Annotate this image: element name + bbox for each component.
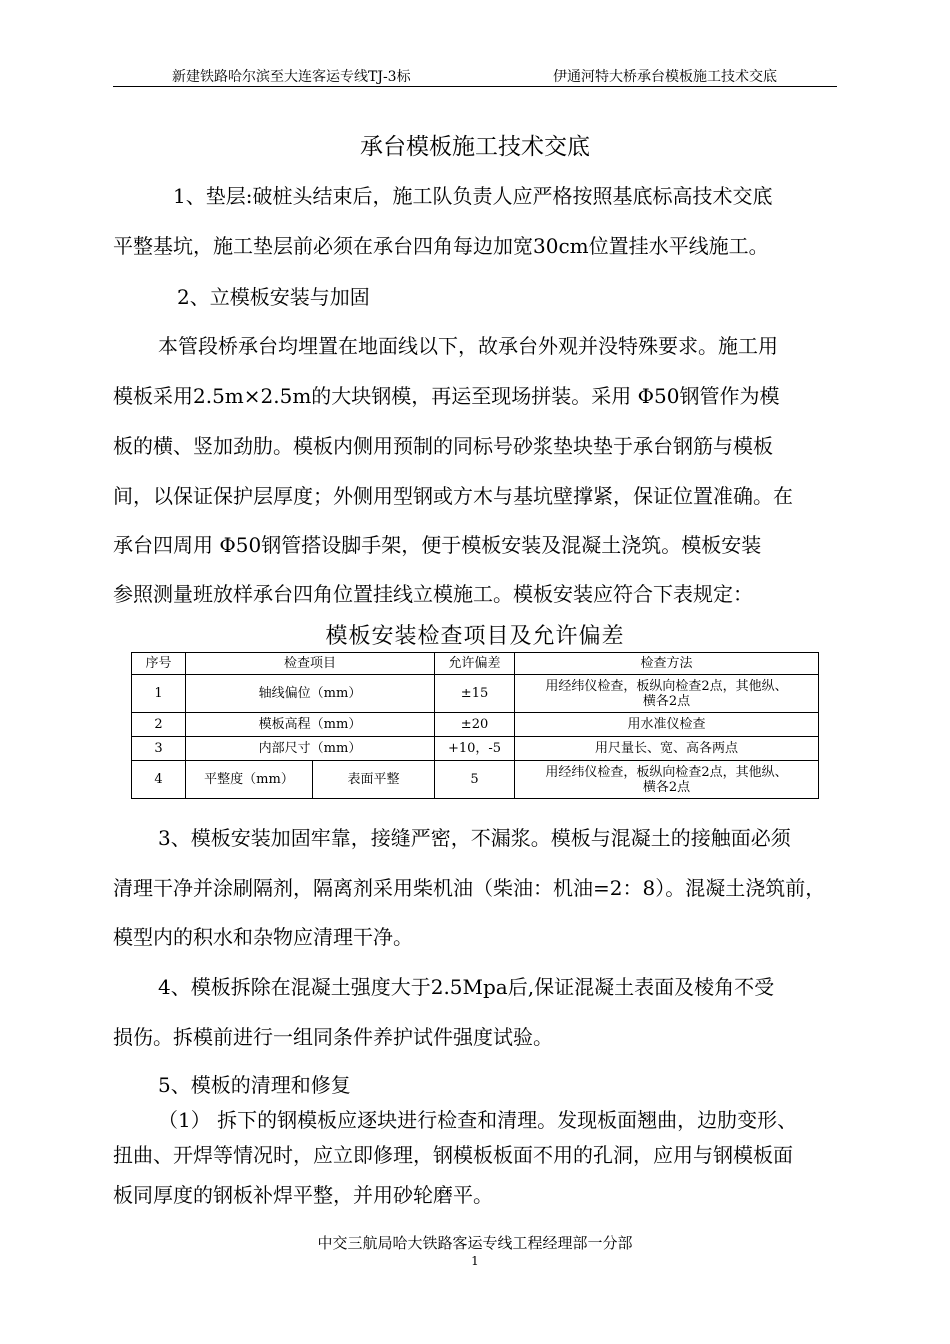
paragraph-line: 间，以保证保护层厚度；外侧用型钢或方木与基坑壁撑紧，保证位置准确。在 [113,484,793,508]
paragraph-line: 1、垫层:破桩头结束后，施工队负责人应严格按照基底标高技术交底 [173,184,773,208]
table-row [132,737,819,761]
table-cell [515,761,819,799]
table-cell [515,675,819,713]
page-number: 1 [471,1254,479,1268]
table-cell: 3 [132,737,186,761]
paragraph-line: 板同厚度的钢板补焊平整，并用砂轮磨平。 [113,1183,493,1207]
paragraph-line: 板的横、竖加劲肋。模板内侧用预制的同标号砂浆垫块垫于承台钢筋与模板 [113,434,773,458]
table-cell: ±15 [435,675,515,713]
footer-organization: 中交三航局哈大铁路客运专线工程经理部一分部 [317,1234,633,1252]
paragraph-line: 3、模板安装加固牢靠，接缝严密，不漏浆。模板与混凝土的接触面必须 [158,826,791,850]
table-row [132,761,819,799]
table-cell: ±20 [435,713,515,737]
table-header-cell: 检查方法 [515,653,819,675]
header-left: 新建铁路哈尔滨至大连客运专线TJ-3标 [172,69,411,85]
table-header-cell: 序号 [132,653,186,675]
table-cell: 平整度（mm） [186,761,313,799]
table-cell: 用水准仪检查 [515,713,819,737]
table-cell: 内部尺寸（mm） [186,737,435,761]
table-header-cell: 检查项目 [186,653,435,675]
paragraph-line: 模型内的积水和杂物应清理干净。 [113,925,413,949]
section-heading: 5、模板的清理和修复 [158,1073,351,1097]
paragraph-line: 承台四周用 Φ50钢管搭设脚手架，便于模板安装及混凝土浇筑。模板安装 [113,533,762,557]
header-divider [113,86,837,87]
method-line: 用经纬仪检查，板纵向检查2点，其他纵、 [545,764,788,780]
paragraph-line: 清理干净并涂刷隔剂，隔离剂采用柴机油（柴油：机油=2：8）。混凝土浇筑前， [113,876,826,900]
table-cell: 1 [132,675,186,713]
method-line: 横各2点 [642,779,691,795]
table-row [132,675,819,713]
method-line: 横各2点 [642,693,691,709]
inspection-table [131,652,819,799]
table-cell: 5 [435,761,515,799]
paragraph-line: 平整基坑，施工垫层前必须在承台四角每边加宽30cm位置挂水平线施工。 [113,234,769,258]
paragraph-line: 模板采用2.5m×2.5m的大块钢模，再运至现场拼装。采用 Φ50钢管作为模 [113,384,780,408]
paragraph-line: （1） 拆下的钢模板应逐块进行检查和清理。发现板面翘曲，边肋变形、 [158,1108,798,1132]
method-line: 用经纬仪检查，板纵向检查2点，其他纵、 [545,678,788,694]
table-cell: 4 [132,761,186,799]
header-right: 伊通河特大桥承台模板施工技术交底 [553,69,777,85]
paragraph-line: 参照测量班放样承台四角位置挂线立模施工。模板安装应符合下表规定： [113,582,753,606]
paragraph-line: 扭曲、开焊等情况时，应立即修理，钢模板板面不用的孔洞，应用与钢模板面 [113,1143,793,1167]
section-heading: 2、立模板安装与加固 [177,285,370,309]
paragraph-line: 本管段桥承台均埋置在地面线以下，故承台外观并没特殊要求。施工用 [158,334,778,358]
page-title: 承台模板施工技术交底 [360,134,590,160]
table-cell: 用尺量长、宽、高各两点 [515,737,819,761]
paragraph-line: 4、模板拆除在混凝土强度大于2.5Mpa后,保证混凝土表面及棱角不受 [158,975,775,999]
table-cell: 模板高程（mm） [186,713,435,737]
table-cell: 2 [132,713,186,737]
table-header-cell: 允许偏差 [435,653,515,675]
table-row [132,713,819,737]
paragraph-line: 损伤。拆模前进行一组同条件养护试件强度试验。 [113,1025,553,1049]
table-cell: +10，-5 [435,737,515,761]
table-title: 模板安装检查项目及允许偏差 [325,624,625,649]
table-cell: 表面平整 [313,761,435,799]
table-cell: 轴线偏位（mm） [186,675,435,713]
